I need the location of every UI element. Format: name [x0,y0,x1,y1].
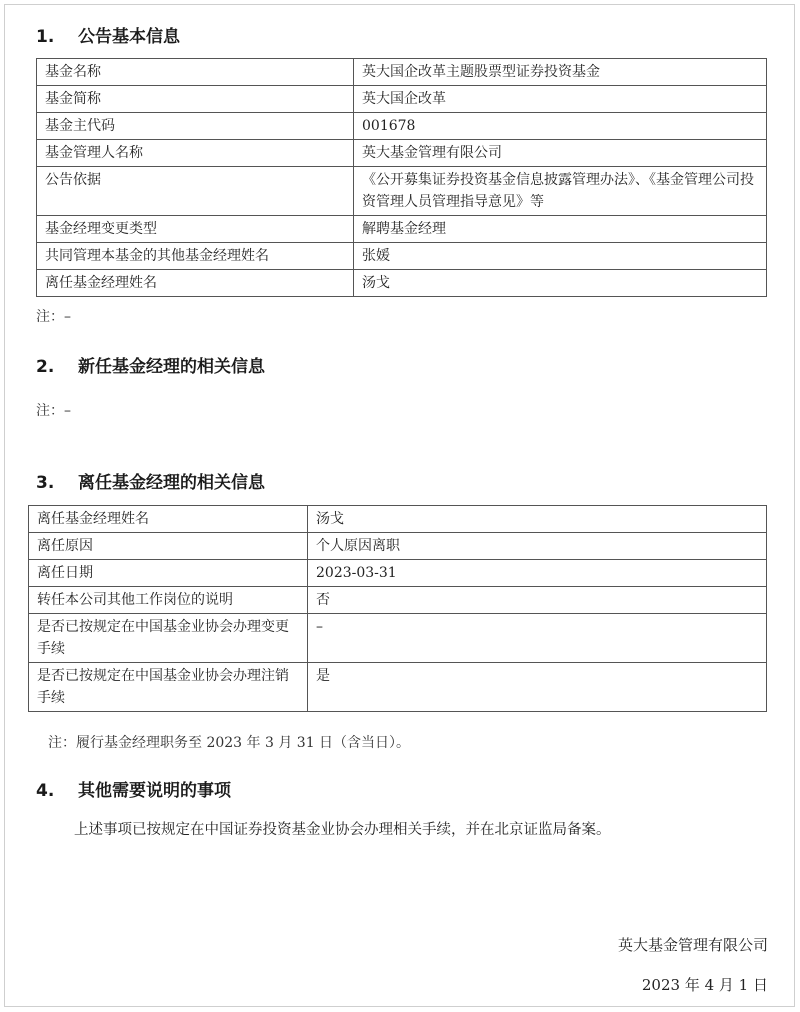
section-2-note: 注：– [36,403,71,419]
table-row [29,533,767,560]
table-row [37,270,767,297]
table-cell-key: 基金主代码 [37,113,354,140]
table-row [29,506,767,533]
section-1-heading [36,22,180,47]
section-1-title: 公告基本信息 [78,27,180,47]
table-cell-key: 共同管理本基金的其他基金经理姓名 [37,243,354,270]
table-row [29,587,767,614]
table-cell-value: 是 [308,663,767,712]
table-cell-key: 基金管理人名称 [37,140,354,167]
section-4-number: 4. [36,781,55,801]
table-cell-value: 英大国企改革 [354,86,767,113]
section-2-heading [36,352,265,377]
announcement-basic-info-table [36,58,767,297]
table-row [29,614,767,663]
section-2-number: 2. [36,357,55,377]
section-1-note: 注：– [36,309,71,325]
table-cell-key: 是否已按规定在中国基金业协会办理变更手续 [29,614,308,663]
table-cell-key: 离任基金经理姓名 [37,270,354,297]
table-cell-value: 个人原因离职 [308,533,767,560]
table-cell-value: – [308,614,767,663]
section-3-heading [36,468,265,493]
table-cell-key: 离任基金经理姓名 [29,506,308,533]
table-row [37,216,767,243]
table-cell-key: 基金名称 [37,59,354,86]
table-cell-value: 001678 [354,113,767,140]
section-3-note: 注：履行基金经理职务至 2023 年 3 月 31 日（含当日）。 [48,735,411,751]
table-cell-key: 转任本公司其他工作岗位的说明 [29,587,308,614]
table-cell-key: 公告依据 [37,167,354,216]
table-cell-value: 《公开募集证券投资基金信息披露管理办法》、《基金管理公司投资管理人员管理指导意见》等 [354,167,767,216]
table-row [37,113,767,140]
other-matters-text: 上述事项已按规定在中国证券投资基金业协会办理相关手续，并在北京证监局备案。 [74,822,611,838]
table-cell-value: 英大国企改革主题股票型证券投资基金 [354,59,767,86]
table-cell-value: 汤戈 [354,270,767,297]
table-cell-value: 解聘基金经理 [354,216,767,243]
signature-company: 英大基金管理有限公司 [617,936,768,954]
section-4-title: 其他需要说明的事项 [78,781,231,801]
table-cell-key: 基金经理变更类型 [37,216,354,243]
table-cell-value: 2023-03-31 [308,560,767,587]
section-3-title: 离任基金经理的相关信息 [78,473,265,493]
section-4-heading [36,776,231,801]
signature-date: 2023 年 4 月 1 日 [641,976,768,994]
section-1-number: 1. [36,27,55,47]
table-row [37,59,767,86]
table-cell-key: 是否已按规定在中国基金业协会办理注销手续 [29,663,308,712]
table-cell-value: 汤戈 [308,506,767,533]
table-row [29,560,767,587]
table-cell-value: 英大基金管理有限公司 [354,140,767,167]
table-row [37,243,767,270]
table-cell-value: 否 [308,587,767,614]
table-row [37,86,767,113]
table-row [29,663,767,712]
section-2-title: 新任基金经理的相关信息 [78,357,265,377]
table-cell-key: 离任日期 [29,560,308,587]
table-cell-key: 离任原因 [29,533,308,560]
table-cell-key: 基金简称 [37,86,354,113]
table-row [37,140,767,167]
section-3-number: 3. [36,473,55,493]
table-row [37,167,767,216]
table-cell-value: 张媛 [354,243,767,270]
departing-manager-info-table [28,505,767,712]
